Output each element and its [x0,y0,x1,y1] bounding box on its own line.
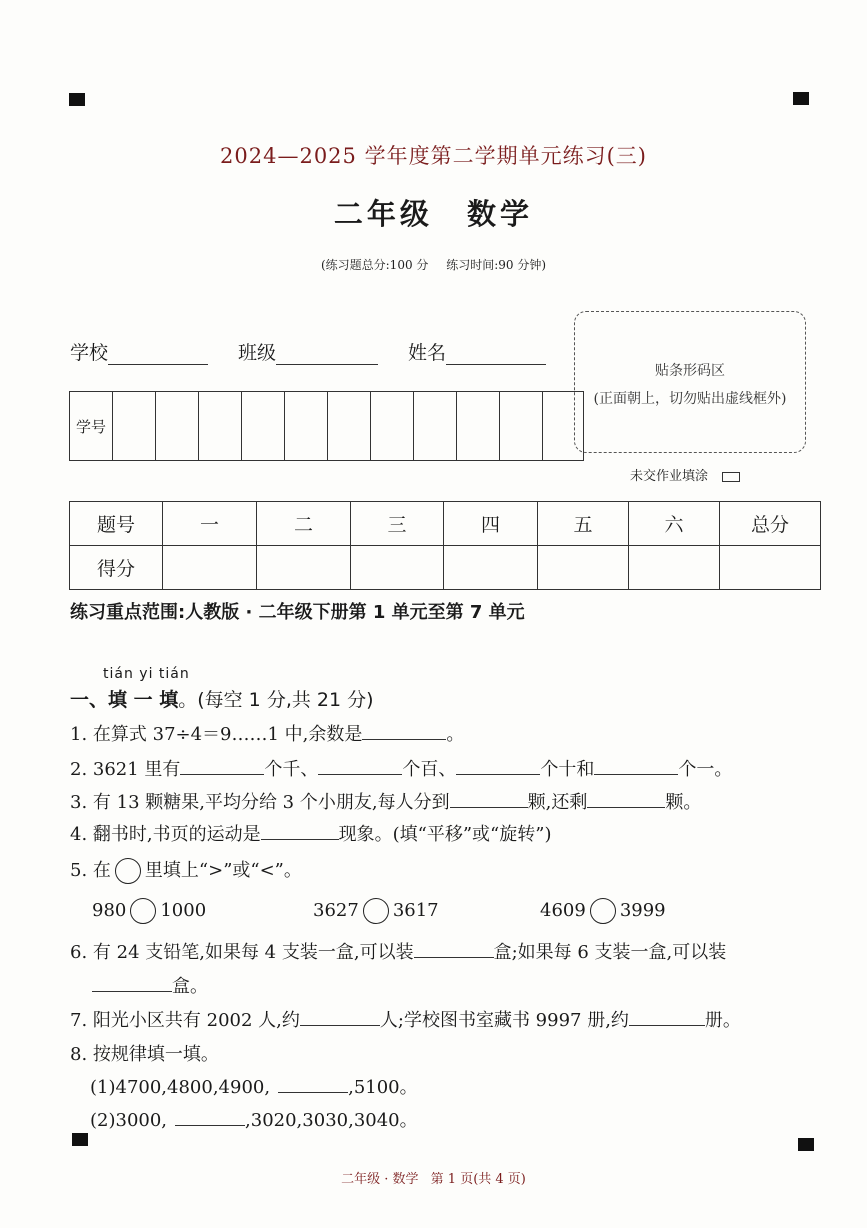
grade-label: 二年级 [333,197,433,231]
q7-mid: 人;学校图书室藏书 9997 册,约 [379,1010,629,1031]
score-header-cell: 四 [444,502,538,546]
q2-ones: 个一。 [678,759,733,780]
compare-item-1 [92,898,206,924]
section1-pinyin: tián yi tián [103,666,190,682]
question-1 [70,720,464,746]
compare-left: 3627 [313,900,359,921]
barcode-area [574,311,806,453]
q8-1-end: ,5100。 [348,1077,418,1098]
q3-text: 3. 有 13 颗糖果,平均分给 3 个小朋友,每人分到 [70,792,450,813]
class-blank[interactable] [276,344,378,365]
compare-item-2 [313,898,439,924]
question-6 [70,938,726,964]
id-cell[interactable] [371,392,414,461]
score-header-cell: 一 [163,502,257,546]
unsubmitted-label: 未交作业填涂 [630,469,709,484]
q5-end: 里填上“>”或“<”。 [144,860,302,881]
compare-left: 4609 [540,900,586,921]
answer-blank[interactable] [175,1109,245,1126]
registration-mark-bottom-left [72,1133,88,1146]
section1-note: 。(每空 1 分,共 21 分) [178,689,374,711]
school-blank[interactable] [108,344,208,365]
score-header-cell: 五 [538,502,629,546]
q6-text: 6. 有 24 支铅笔,如果每 4 支装一盒,可以装 [70,942,414,963]
class-field[interactable] [238,338,378,365]
score-cell[interactable] [629,546,720,590]
q6-mid: 盒;如果每 6 支装一盒,可以装 [493,942,727,963]
compare-right: 1000 [160,900,207,921]
q8-2-text: (2)3000, [90,1110,168,1131]
time-text: 练习时间:90 分钟) [446,258,547,272]
q1-text: 1. 在算式 37÷4＝9……1 中,余数是 [70,724,363,745]
q4-end: 现象。(填“平移”或“旋转”) [338,824,552,845]
q5-text: 5. 在 [70,860,111,881]
school-field[interactable] [70,338,208,365]
compare-circle-input[interactable] [130,898,156,924]
score-row-label: 得分 [70,546,163,590]
answer-blank[interactable] [362,723,446,740]
registration-mark-top-left [69,93,85,106]
name-label: 姓名 [408,342,447,364]
comparison-circle-icon [115,858,141,884]
id-cell[interactable] [113,392,156,461]
barcode-title: 贴条形码区 [655,363,725,379]
school-label: 学校 [70,342,109,364]
q6-end: 盒。 [172,976,208,997]
q8-text: 8. 按规律填一填。 [70,1044,219,1065]
q3-mid: 颗,还剩 [527,792,588,813]
unsubmitted-marker [630,465,740,484]
question-8-2 [90,1106,418,1132]
answer-blank[interactable] [629,1009,705,1026]
question-7 [70,1006,741,1032]
q8-1-text: (1)4700,4800,4900, [90,1077,271,1098]
q7-end: 册。 [704,1010,741,1031]
subject-label: 数学 [467,197,534,231]
name-field[interactable] [408,338,546,365]
score-info [0,256,867,273]
name-blank[interactable] [446,344,546,365]
score-cell[interactable] [444,546,538,590]
score-cell[interactable] [351,546,444,590]
score-cell[interactable] [538,546,629,590]
score-cell[interactable] [163,546,257,590]
question-2 [70,755,732,781]
score-header-cell: 二 [257,502,351,546]
id-cell[interactable] [328,392,371,461]
class-label: 班级 [238,342,277,364]
compare-right: 3999 [619,900,666,921]
id-cell[interactable] [285,392,328,461]
score-cell[interactable] [720,546,821,590]
unsubmitted-checkbox[interactable] [722,472,740,482]
answer-blank[interactable] [456,758,540,775]
answer-blank[interactable] [318,758,402,775]
q7-text: 7. 阳光小区共有 2002 人,约 [70,1010,300,1031]
answer-blank[interactable] [278,1076,348,1093]
id-cell[interactable] [242,392,285,461]
q8-2-end: ,3020,3030,3040。 [245,1110,418,1131]
answer-blank[interactable] [300,1009,380,1026]
q1-end: 。 [446,724,465,745]
compare-item-3 [540,898,666,924]
id-cell[interactable] [156,392,199,461]
grade-subject-title [0,192,867,233]
question-3 [70,788,701,814]
score-cell[interactable] [257,546,351,590]
q2-hundreds: 个百、 [402,759,457,780]
total-score-text: (练习题总分:100 分 [320,258,429,272]
score-header-cell: 总分 [720,502,821,546]
practice-scope: 练习重点范围:人教版 · 二年级下册第 1 单元至第 7 单元 [70,602,525,623]
section1-heading: 一、填 一 填 [70,689,179,711]
q3-end: 颗。 [665,792,702,813]
question-8-1 [90,1073,418,1099]
exam-title: 2024—2025 学年度第二学期单元练习(三) [220,144,647,168]
question-5 [70,856,302,884]
q2-thousands: 个千、 [264,759,319,780]
compare-left: 980 [92,900,127,921]
score-table-score-row [70,546,821,590]
score-table-header-row [70,502,821,546]
footer-subject: 二年级 · 数学 [341,1172,419,1187]
footer-page: 第 1 页(共 4 页) [430,1172,526,1187]
student-id-label: 学号 [70,392,113,461]
answer-blank[interactable] [180,758,264,775]
answer-blank[interactable] [92,975,172,992]
section1-title [70,685,374,712]
answer-blank[interactable] [450,791,528,808]
q2-tens: 个十和 [540,759,595,780]
question-6-cont [92,972,208,998]
score-table [69,501,821,590]
q4-text: 4. 翻书时,书页的运动是 [70,824,261,845]
score-header-cell: 三 [351,502,444,546]
answer-blank[interactable] [587,791,665,808]
answer-blank[interactable] [594,758,678,775]
answer-blank[interactable] [261,823,339,840]
registration-mark-bottom-right [798,1138,814,1151]
compare-right: 3617 [392,900,439,921]
registration-mark-top-right [793,92,809,105]
score-header-cell: 六 [629,502,720,546]
question-8 [70,1040,219,1066]
id-cell[interactable] [457,392,500,461]
student-id-grid [69,391,584,461]
compare-circle-input[interactable] [363,898,389,924]
page-footer [0,1168,867,1187]
q2-text: 2. 3621 里有 [70,759,181,780]
compare-circle-input[interactable] [590,898,616,924]
answer-blank[interactable] [414,941,494,958]
id-cell[interactable] [500,392,543,461]
question-4 [70,820,551,846]
score-header-cell: 题号 [70,502,163,546]
id-cell[interactable] [414,392,457,461]
barcode-note: (正面朝上，切勿贴出虚线框外) [593,391,787,407]
id-cell[interactable] [199,392,242,461]
